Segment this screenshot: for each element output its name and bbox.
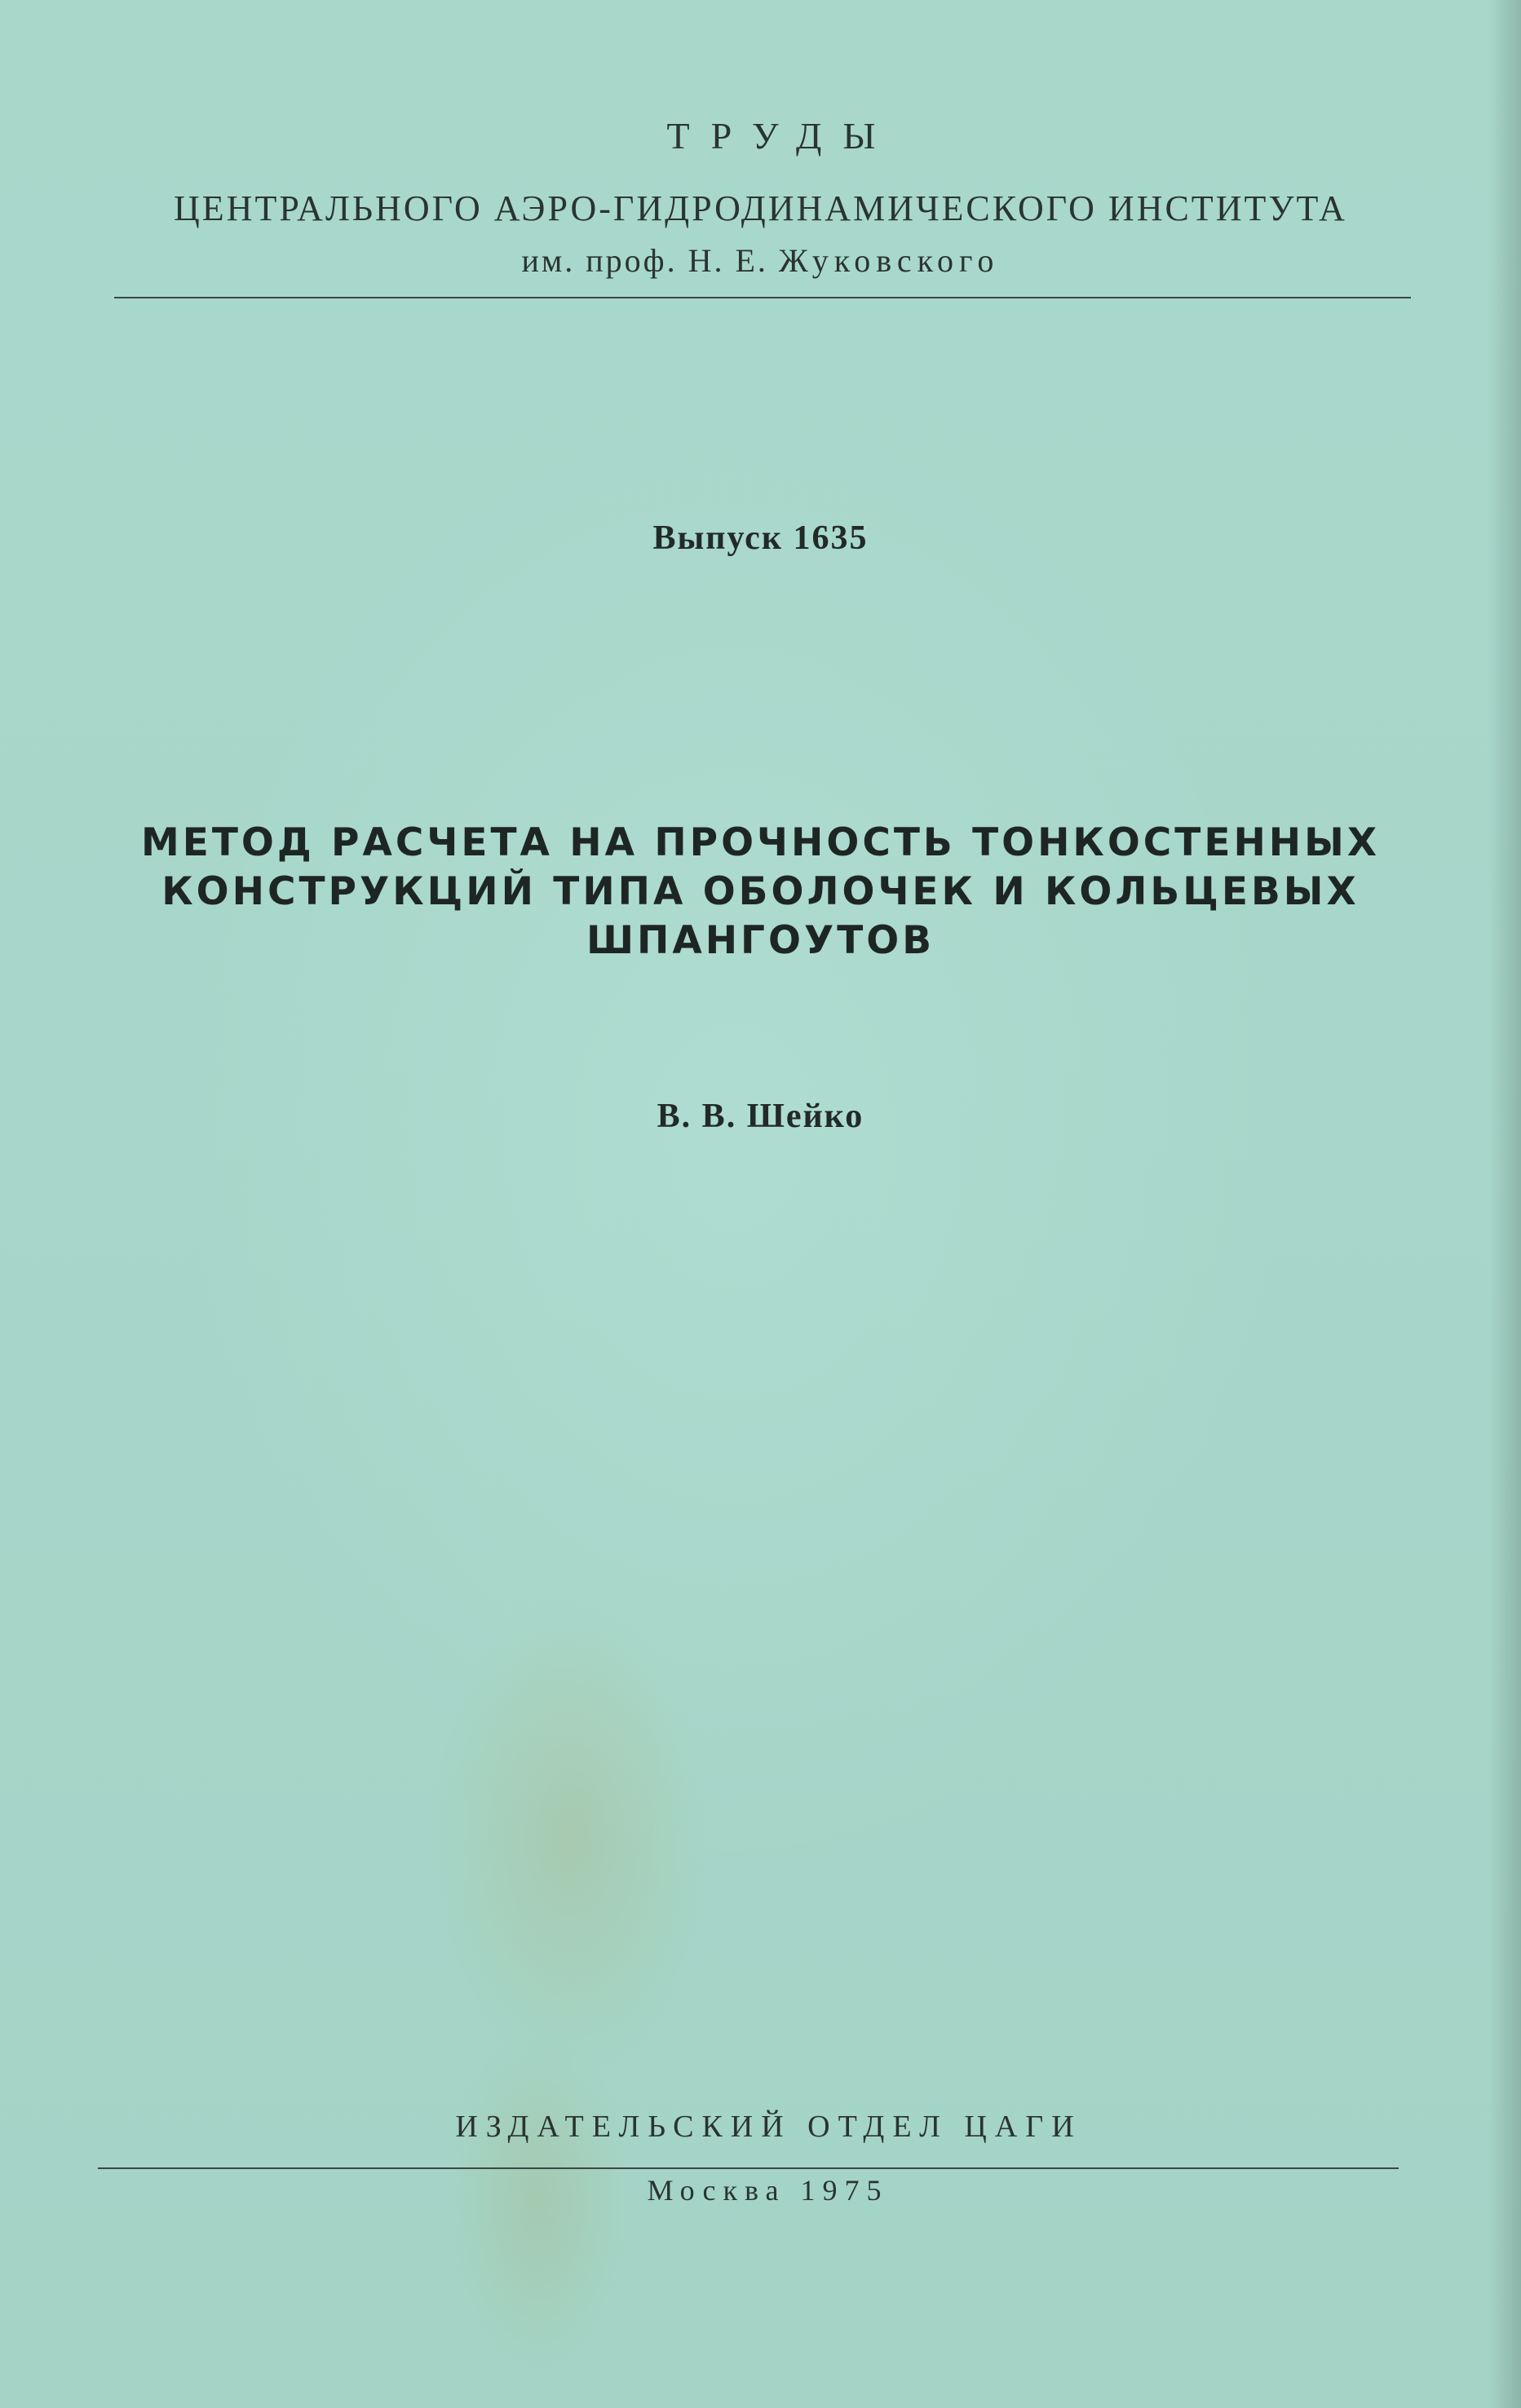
footer-divider <box>98 2167 1399 2169</box>
institute-named-person: Жуковского <box>778 242 1000 279</box>
publication-city-year: Москва 1975 <box>647 2174 889 2207</box>
issue-number: Выпуск 1635 <box>652 519 869 557</box>
title-line-3: ШПАНГОУТОВ <box>586 918 935 963</box>
title-line-1: МЕТОД РАСЧЕТА НА ПРОЧНОСТЬ ТОНКОСТЕННЫХ <box>140 820 1381 865</box>
institute-name: ЦЕНТРАЛЬНОГО АЭРО-ГИДРОДИНАМИЧЕСКОГО ИНСТИТУТА <box>174 188 1347 228</box>
institute-named-prefix: им. проф. Н. Е. <box>521 242 779 279</box>
series-title: ТРУДЫ <box>666 115 897 157</box>
publisher-name: ИЗДАТЕЛЬСКИЙ ОТДЕЛ ЦАГИ <box>455 2110 1082 2144</box>
author-name: В. В. Шейко <box>657 1098 864 1135</box>
document-title <box>0 819 1521 965</box>
institute-named-after <box>0 241 1521 280</box>
header-divider <box>114 297 1411 298</box>
page-edge-shadow <box>1488 0 1521 2408</box>
title-line-2: КОНСТРУКЦИЙ ТИПА ОБОЛОЧЕК И КОЛЬЦЕВЫХ <box>161 869 1360 914</box>
